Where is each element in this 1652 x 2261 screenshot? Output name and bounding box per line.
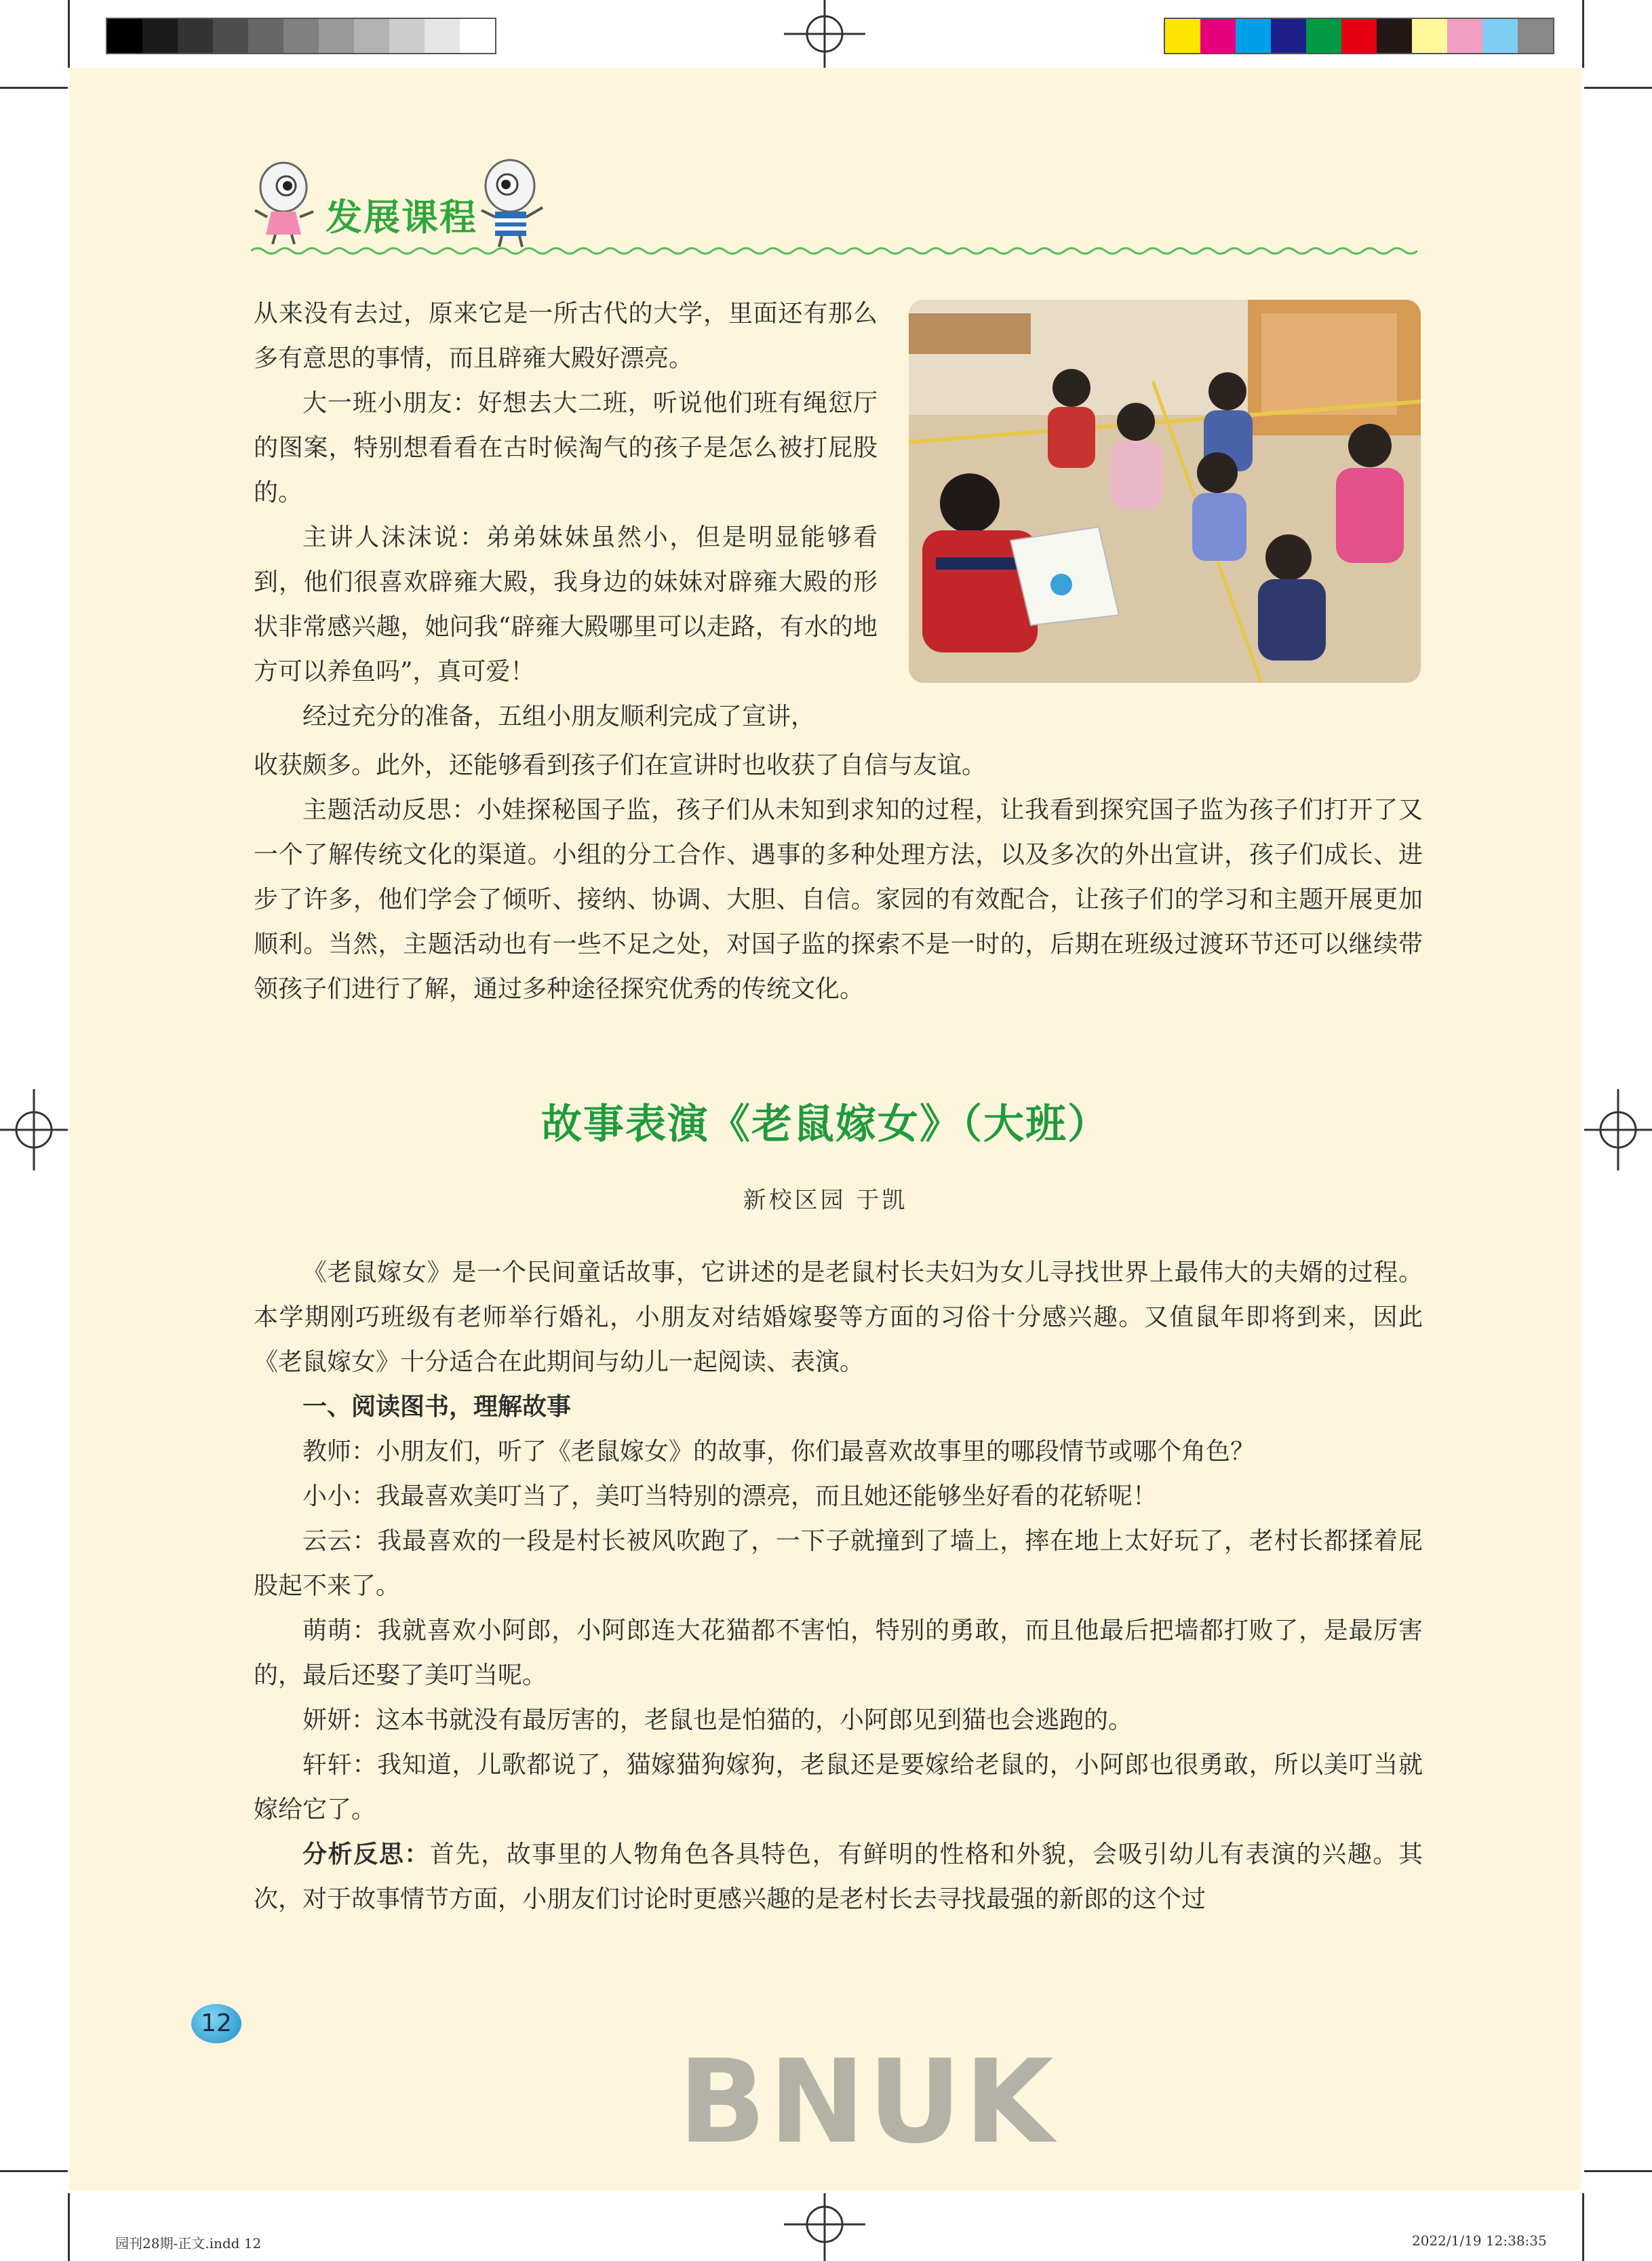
- page-number: 12: [191, 2004, 241, 2043]
- paragraph: 《老鼠嫁女》是一个民间童话故事，它讲述的是老鼠村长夫妇为女儿寻找世界上最伟大的夫婿的过程。本学期刚巧班级有老师举行婚礼，小朋友对结婚嫁娶等方面的习俗十分感兴趣。又值鼠年即将到来，因此《老鼠嫁女》十分适合在此期间与幼儿一起阅读、表演。: [254, 1259, 1423, 1376]
- section-heading: 一、阅读图书，理解故事: [302, 1393, 572, 1421]
- analysis-label: 分析反思：: [302, 1841, 430, 1868]
- wavy-divider: [251, 244, 1424, 258]
- crop-mark: [1584, 87, 1652, 89]
- registration-mark-icon: [784, 2180, 865, 2261]
- watermark-logo: BNUK: [678, 2035, 1057, 2169]
- dialogue-line: 妍妍：这本书就没有最厉害的，老鼠也是怕猫的，小阿郎见到猫也会逃跑的。: [302, 1706, 1133, 1734]
- grayscale-bar: [106, 18, 496, 54]
- dialogue-line: 教师：小朋友们，听了《老鼠嫁女》的故事，你们最喜欢故事里的哪段情节或哪个角色？: [302, 1438, 1255, 1466]
- dialogue-line: 云云：我最喜欢的一段是村长被风吹跑了，一下子就撞到了墙上，摔在地上太好玩了，老村长都揉着屁股起不来了。: [254, 1527, 1423, 1600]
- article2-body: [254, 1251, 1423, 1922]
- footer-file-label: 园刊28期-正文.indd 12: [115, 2235, 262, 2252]
- article1-wrapped-text: [254, 292, 878, 739]
- article-title: 故事表演《老鼠嫁女》（大班）: [541, 1101, 1109, 1148]
- paragraph: 收获颇多。此外，还能够看到孩子们在宣讲时也收获了自信与友谊。: [254, 751, 987, 779]
- crop-mark: [68, 0, 70, 68]
- registration-mark-icon: [1571, 1089, 1652, 1171]
- crop-mark: [1582, 0, 1584, 68]
- paragraph: 主讲人沫沫说：弟弟妹妹虽然小，但是明显能够看到，他们很喜欢辟雍大殿，我身边的妹妹对辟雍大殿的形状非常感兴趣，她问我“辟雍大殿哪里可以走路，有水的地方可以养鱼吗”，真可爱！: [254, 524, 878, 686]
- crop-mark: [1584, 2170, 1652, 2172]
- mascot-girl-icon: [251, 159, 319, 247]
- children-reading-photo: [909, 300, 1421, 683]
- paragraph: 经过充分的准备，五组小朋友顺利完成了宣讲，: [302, 703, 816, 730]
- color-bar: [1164, 18, 1554, 54]
- section-header: [251, 156, 1424, 258]
- dialogue-line: 轩轩：我知道，儿歌都说了，猫嫁猫狗嫁狗，老鼠还是要嫁给老鼠的，小阿郎也很勇敢，所以美叮当就嫁给它了。: [254, 1751, 1423, 1824]
- article1-continuation: [254, 743, 1423, 1012]
- paragraph: 大一班小朋友：好想去大二班，听说他们班有绳愆厅的图案，特别想看看在古时候淘气的孩子是怎么被打屁股的。: [254, 389, 878, 507]
- footer-timestamp: 2022/1/19 12:38:35: [1412, 2233, 1547, 2249]
- analysis-text: 首先，故事里的人物角色各具特色，有鲜明的性格和外貌，会吸引幼儿有表演的兴趣。其次，对于故事情节方面，小朋友们讨论时更感兴趣的是老村长去寻找最强的新郎的这个过: [254, 1841, 1423, 1913]
- paragraph: [254, 1832, 1423, 1922]
- paragraph: 从来没有去过，原来它是一所古代的大学，里面还有那么多有意思的事情，而且辟雍大殿好漂亮。: [254, 300, 878, 372]
- section-header-title: 发展课程: [326, 196, 477, 239]
- crop-mark: [0, 2170, 68, 2172]
- mascot-boy-icon: [475, 156, 549, 251]
- crop-mark: [0, 87, 68, 89]
- paragraph: 主题活动反思：小娃探秘国子监，孩子们从未知到求知的过程，让我看到探究国子监为孩子们打开了又一个了解传统文化的渠道。小组的分工合作、遇事的多种处理方法，以及多次的外出宣讲，孩子们成长、进步了许多，他们学会了倾听、接纳、协调、大胆、自信。家园的有效配合，让孩子们的学习和主题开展更加顺利。当然，主题活动也有一些不足之处，对国子监的探索不是一时的，后期在班级过渡环节还可以继续带领孩子们进行了解，通过多种途径探究优秀的传统文化。: [254, 796, 1423, 1003]
- article-byline: 新校区园 于凯: [743, 1187, 908, 1214]
- crop-mark: [68, 2193, 70, 2261]
- dialogue-line: 萌萌：我就喜欢小阿郎，小阿郎连大花猫都不害怕，特别的勇敢，而且他最后把墙都打败了，是最厉害的，最后还娶了美叮当呢。: [254, 1617, 1423, 1689]
- dialogue-line: 小小：我最喜欢美叮当了，美叮当特别的漂亮，而且她还能够坐好看的花轿呢！: [302, 1482, 1158, 1510]
- crop-mark: [1582, 2193, 1584, 2261]
